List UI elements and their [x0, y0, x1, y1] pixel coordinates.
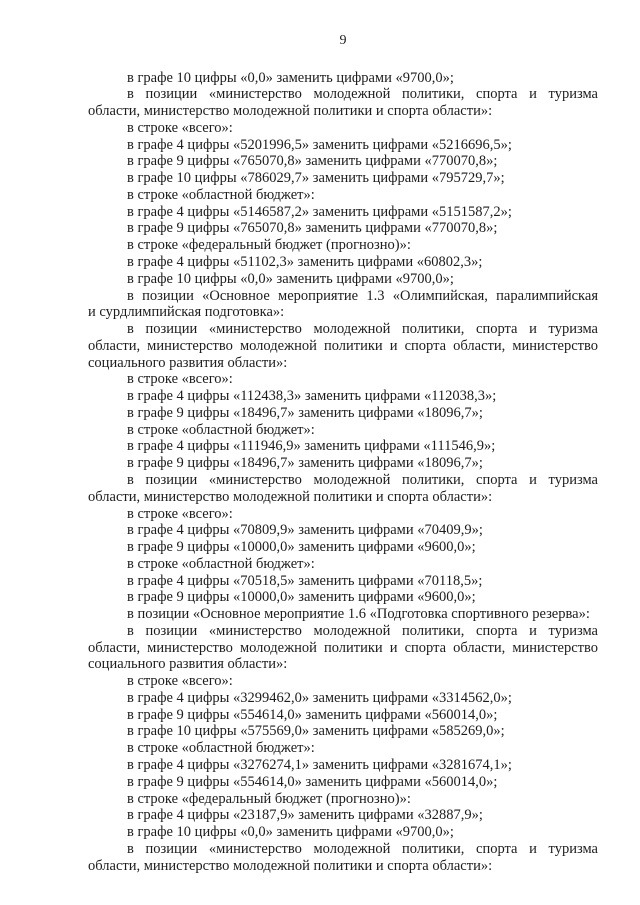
text-line: в графе 4 цифры «51102,3» заменить цифрами «60802,3»; — [127, 254, 483, 271]
text-line: области, министерство молодежной политики и спорта области»: — [88, 488, 493, 505]
text-line: в графе 10 цифры «786029,7» заменить цифрами «795729,7»; — [127, 170, 505, 187]
text-line: области, министерство молодежной политики и спорта области, министерство — [88, 337, 598, 354]
text-line: в позиции «министерство молодежной политики, спорта и туризма — [127, 321, 598, 338]
text-line: в графе 9 цифры «10000,0» заменить цифрами «9600,0»; — [127, 589, 476, 606]
page-number: 9 — [339, 33, 347, 48]
text-line: в графе 4 цифры «70809,9» заменить цифрами «70409,9»; — [127, 522, 483, 539]
text-line: и сурдлимпийская подготовка»: — [88, 304, 285, 321]
text-line: в графе 4 цифры «5146587,2» заменить цифрами «5151587,2»; — [127, 203, 512, 220]
text-line: в графе 4 цифры «112438,3» заменить цифрами «112038,3»; — [127, 388, 497, 405]
text-line: в графе 4 цифры «3276274,1» заменить цифрами «3281674,1»; — [127, 756, 512, 773]
text-line: в строке «всего»: — [127, 119, 233, 136]
text-line: в строке «областной бюджет»: — [127, 186, 315, 203]
text-line: социального развития области»: — [88, 656, 288, 673]
text-line: в строке «федеральный бюджет (прогнозно)»: — [127, 237, 411, 254]
text-line: в графе 4 цифры «111946,9» заменить цифрами «111546,9»; — [127, 438, 496, 455]
text-line: в графе 9 цифры «18496,7» заменить цифрами «18096,7»; — [127, 455, 483, 472]
text-line: в графе 10 цифры «0,0» заменить цифрами «9700,0»; — [127, 270, 454, 287]
text-line: в позиции «министерство молодежной политики, спорта и туризма — [127, 471, 598, 488]
text-line: в графе 9 цифры «765070,8» заменить цифрами «770070,8»; — [127, 220, 498, 237]
text-line: в позиции «министерство молодежной политики, спорта и туризма — [127, 622, 598, 639]
text-line: области, министерство молодежной политики и спорта области»: — [88, 103, 493, 120]
text-line: в позиции «Основное мероприятие 1.3 «Олимпийская, паралимпийская — [127, 287, 598, 304]
text-line: в строке «всего»: — [127, 371, 233, 388]
text-line: в строке «федеральный бюджет (прогнозно)»: — [127, 790, 411, 807]
text-line: в графе 9 цифры «10000,0» заменить цифрами «9600,0»; — [127, 539, 476, 556]
text-line: в графе 9 цифры «765070,8» заменить цифрами «770070,8»; — [127, 153, 498, 170]
text-line: в строке «областной бюджет»: — [127, 555, 315, 572]
text-line: в графе 4 цифры «70518,5» заменить цифрами «70118,5»; — [127, 572, 483, 589]
text-line: в графе 10 цифры «0,0» заменить цифрами «9700,0»; — [127, 824, 454, 841]
text-line: в графе 9 цифры «554614,0» заменить цифрами «560014,0»; — [127, 773, 498, 790]
text-line: в графе 4 цифры «3299462,0» заменить цифрами «3314562,0»; — [127, 689, 512, 706]
document-body — [88, 70, 598, 875]
text-line: в графе 9 цифры «18496,7» заменить цифрами «18096,7»; — [127, 404, 483, 421]
text-line: в строке «всего»: — [127, 505, 233, 522]
text-line: в графе 9 цифры «554614,0» заменить цифрами «560014,0»; — [127, 706, 498, 723]
text-line: в строке «областной бюджет»: — [127, 740, 315, 757]
text-line: в позиции «министерство молодежной политики, спорта и туризма — [127, 86, 598, 103]
text-line: в строке «всего»: — [127, 673, 233, 690]
text-line: области, министерство молодежной политики и спорта области»: — [88, 857, 493, 874]
text-line: в графе 10 цифры «575569,0» заменить цифрами «585269,0»; — [127, 723, 505, 740]
text-line: в графе 10 цифры «0,0» заменить цифрами «9700,0»; — [127, 69, 454, 86]
text-line: области, министерство молодежной политики и спорта области, министерство — [88, 639, 598, 656]
text-line: в позиции «Основное мероприятие 1.6 «Подготовка спортивного резерва»: — [127, 606, 590, 623]
text-line: социального развития области»: — [88, 354, 288, 371]
text-line: в графе 4 цифры «5201996,5» заменить цифрами «5216696,5»; — [127, 136, 512, 153]
text-line: в позиции «министерство молодежной политики, спорта и туризма — [127, 840, 598, 857]
text-line: в строке «областной бюджет»: — [127, 421, 315, 438]
text-line: в графе 4 цифры «23187,9» заменить цифрами «32887,9»; — [127, 807, 483, 824]
